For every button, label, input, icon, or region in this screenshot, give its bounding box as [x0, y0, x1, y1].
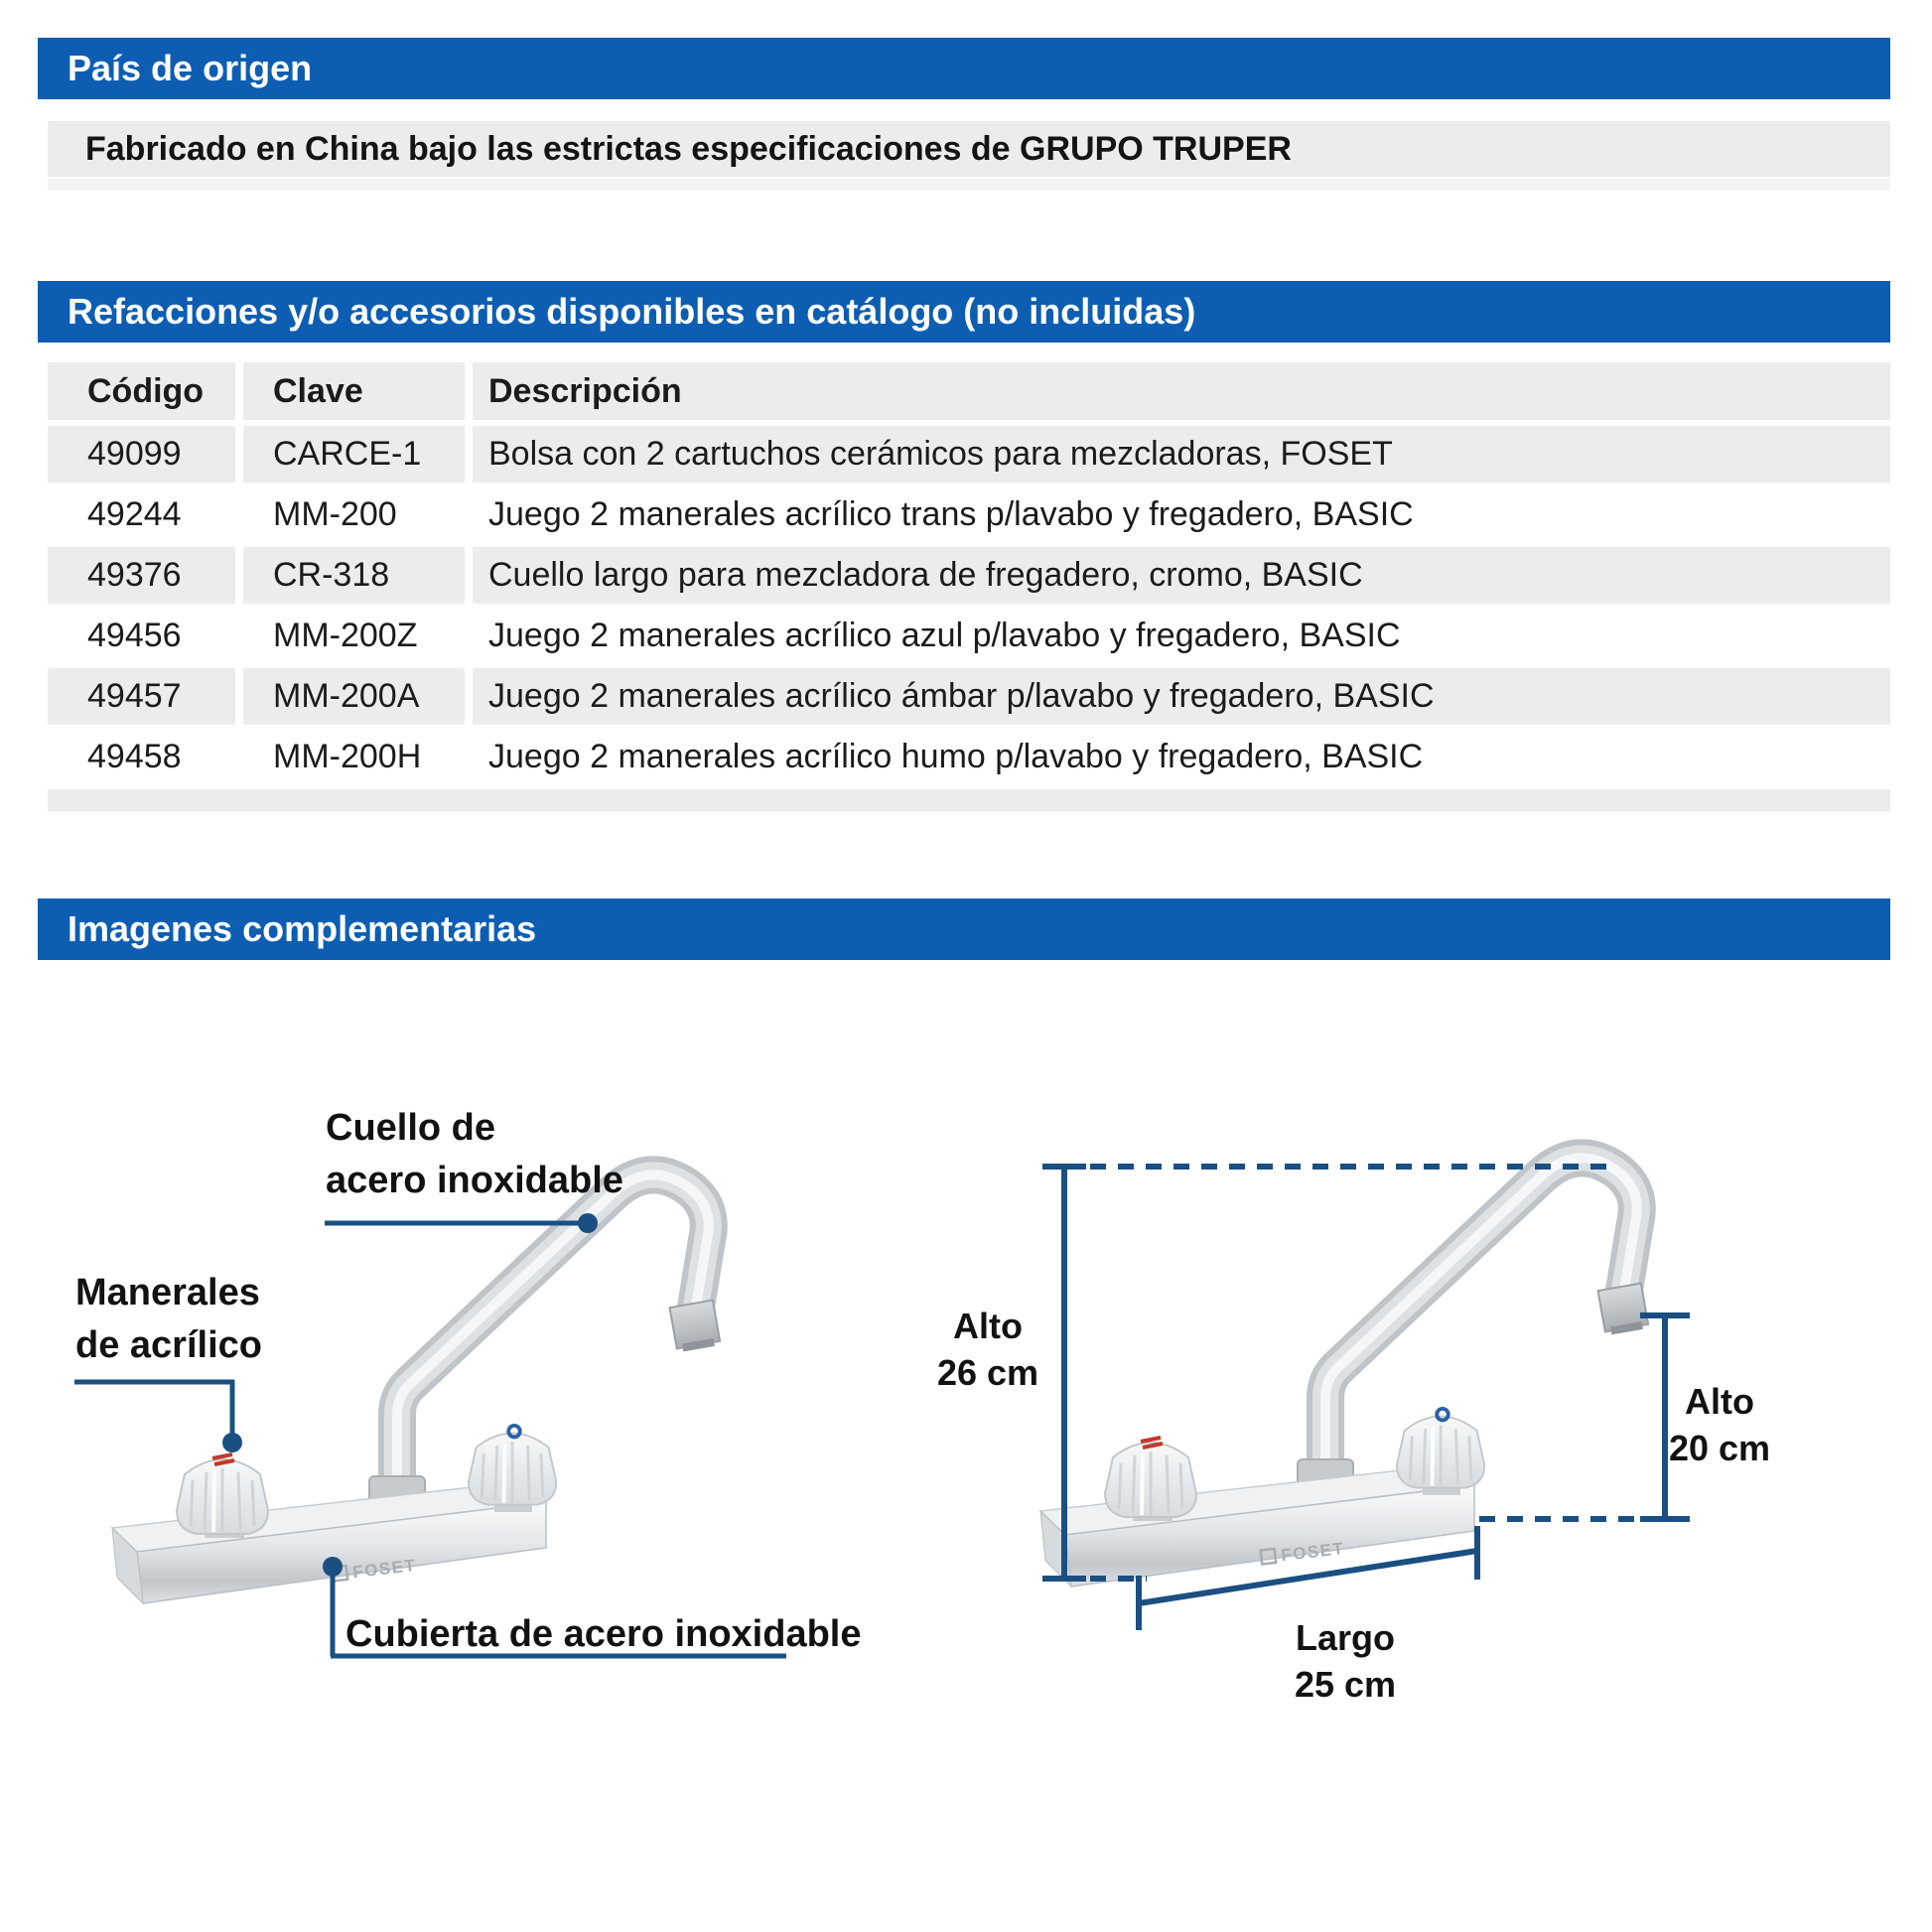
table-row — [48, 547, 1890, 604]
section-title-parts: Refacciones y/o accesorios disponibles en catálogo (no incluidas) — [68, 291, 1196, 332]
col-header-descripcion: Descripción — [473, 362, 1890, 420]
cell-clave: MM-200H — [273, 738, 422, 775]
col-header-clave: Clave — [243, 362, 465, 420]
label-deck: Cubierta de acero inoxidable — [345, 1613, 862, 1655]
origin-body-row-empty — [48, 179, 1890, 191]
label-alto-20: Alto 20 cm — [1668, 1381, 1771, 1468]
table-footer-strip — [48, 789, 1890, 811]
col-header-codigo: Código — [48, 362, 235, 420]
cell-codigo: 49099 — [48, 426, 235, 483]
cell-descripcion: Juego 2 manerales acrílico trans p/lavabo y fregadero, BASIC — [488, 495, 1414, 533]
cell-clave: CR-318 — [243, 547, 465, 604]
callout-dot-spout — [578, 1213, 598, 1233]
section-header-origin — [38, 38, 1890, 99]
figures-canvas — [0, 1072, 1932, 1932]
cell-codigo: 49244 — [87, 495, 182, 533]
cell-codigo: 49458 — [87, 738, 182, 775]
section-title-origin: País de origen — [68, 48, 313, 88]
cell-descripcion: Bolsa con 2 cartuchos cerámicos para mezcladoras, FOSET — [473, 426, 1890, 483]
origin-body-row — [48, 121, 1890, 177]
cell-descripcion: Cuello largo para mezcladora de fregadero, cromo, BASIC — [473, 547, 1890, 604]
label-alto-26: Alto 26 cm — [936, 1306, 1039, 1393]
cell-descripcion: Juego 2 manerales acrílico ámbar p/lavabo y fregadero, BASIC — [473, 668, 1890, 725]
cell-codigo: 49376 — [48, 547, 235, 604]
table-row — [48, 729, 1890, 785]
cell-clave: CARCE-1 — [243, 426, 465, 483]
label-handles: Manerales de acrílico — [75, 1272, 262, 1366]
label-largo-25: Largo 25 cm — [1294, 1617, 1397, 1705]
cell-clave: MM-200A — [243, 668, 465, 725]
section-header-images — [38, 898, 1890, 960]
faucet-photo-right — [1040, 1158, 1649, 1587]
table-row — [48, 426, 1890, 483]
table-header-row — [48, 362, 1890, 420]
cell-codigo: 49457 — [48, 668, 235, 725]
cell-clave: MM-200 — [273, 495, 397, 533]
origin-body-text: Fabricado en China bajo las estrictas especificaciones de GRUPO TRUPER — [85, 130, 1292, 168]
table-row — [48, 668, 1890, 725]
section-header-parts — [38, 281, 1890, 343]
table-row — [48, 486, 1890, 543]
faucet-photo-left — [112, 1174, 721, 1603]
section-title-images: Imagenes complementarias — [68, 908, 537, 949]
table-row — [48, 608, 1890, 664]
label-spout: Cuello de acero inoxidable — [326, 1107, 623, 1201]
cell-descripcion: Juego 2 manerales acrílico azul p/lavabo y fregadero, BASIC — [488, 617, 1401, 654]
cell-clave: MM-200Z — [273, 617, 418, 654]
cell-codigo: 49456 — [87, 617, 182, 654]
callout-dot-handles — [222, 1433, 242, 1452]
cell-descripcion: Juego 2 manerales acrílico humo p/lavabo y fregadero, BASIC — [488, 738, 1424, 775]
